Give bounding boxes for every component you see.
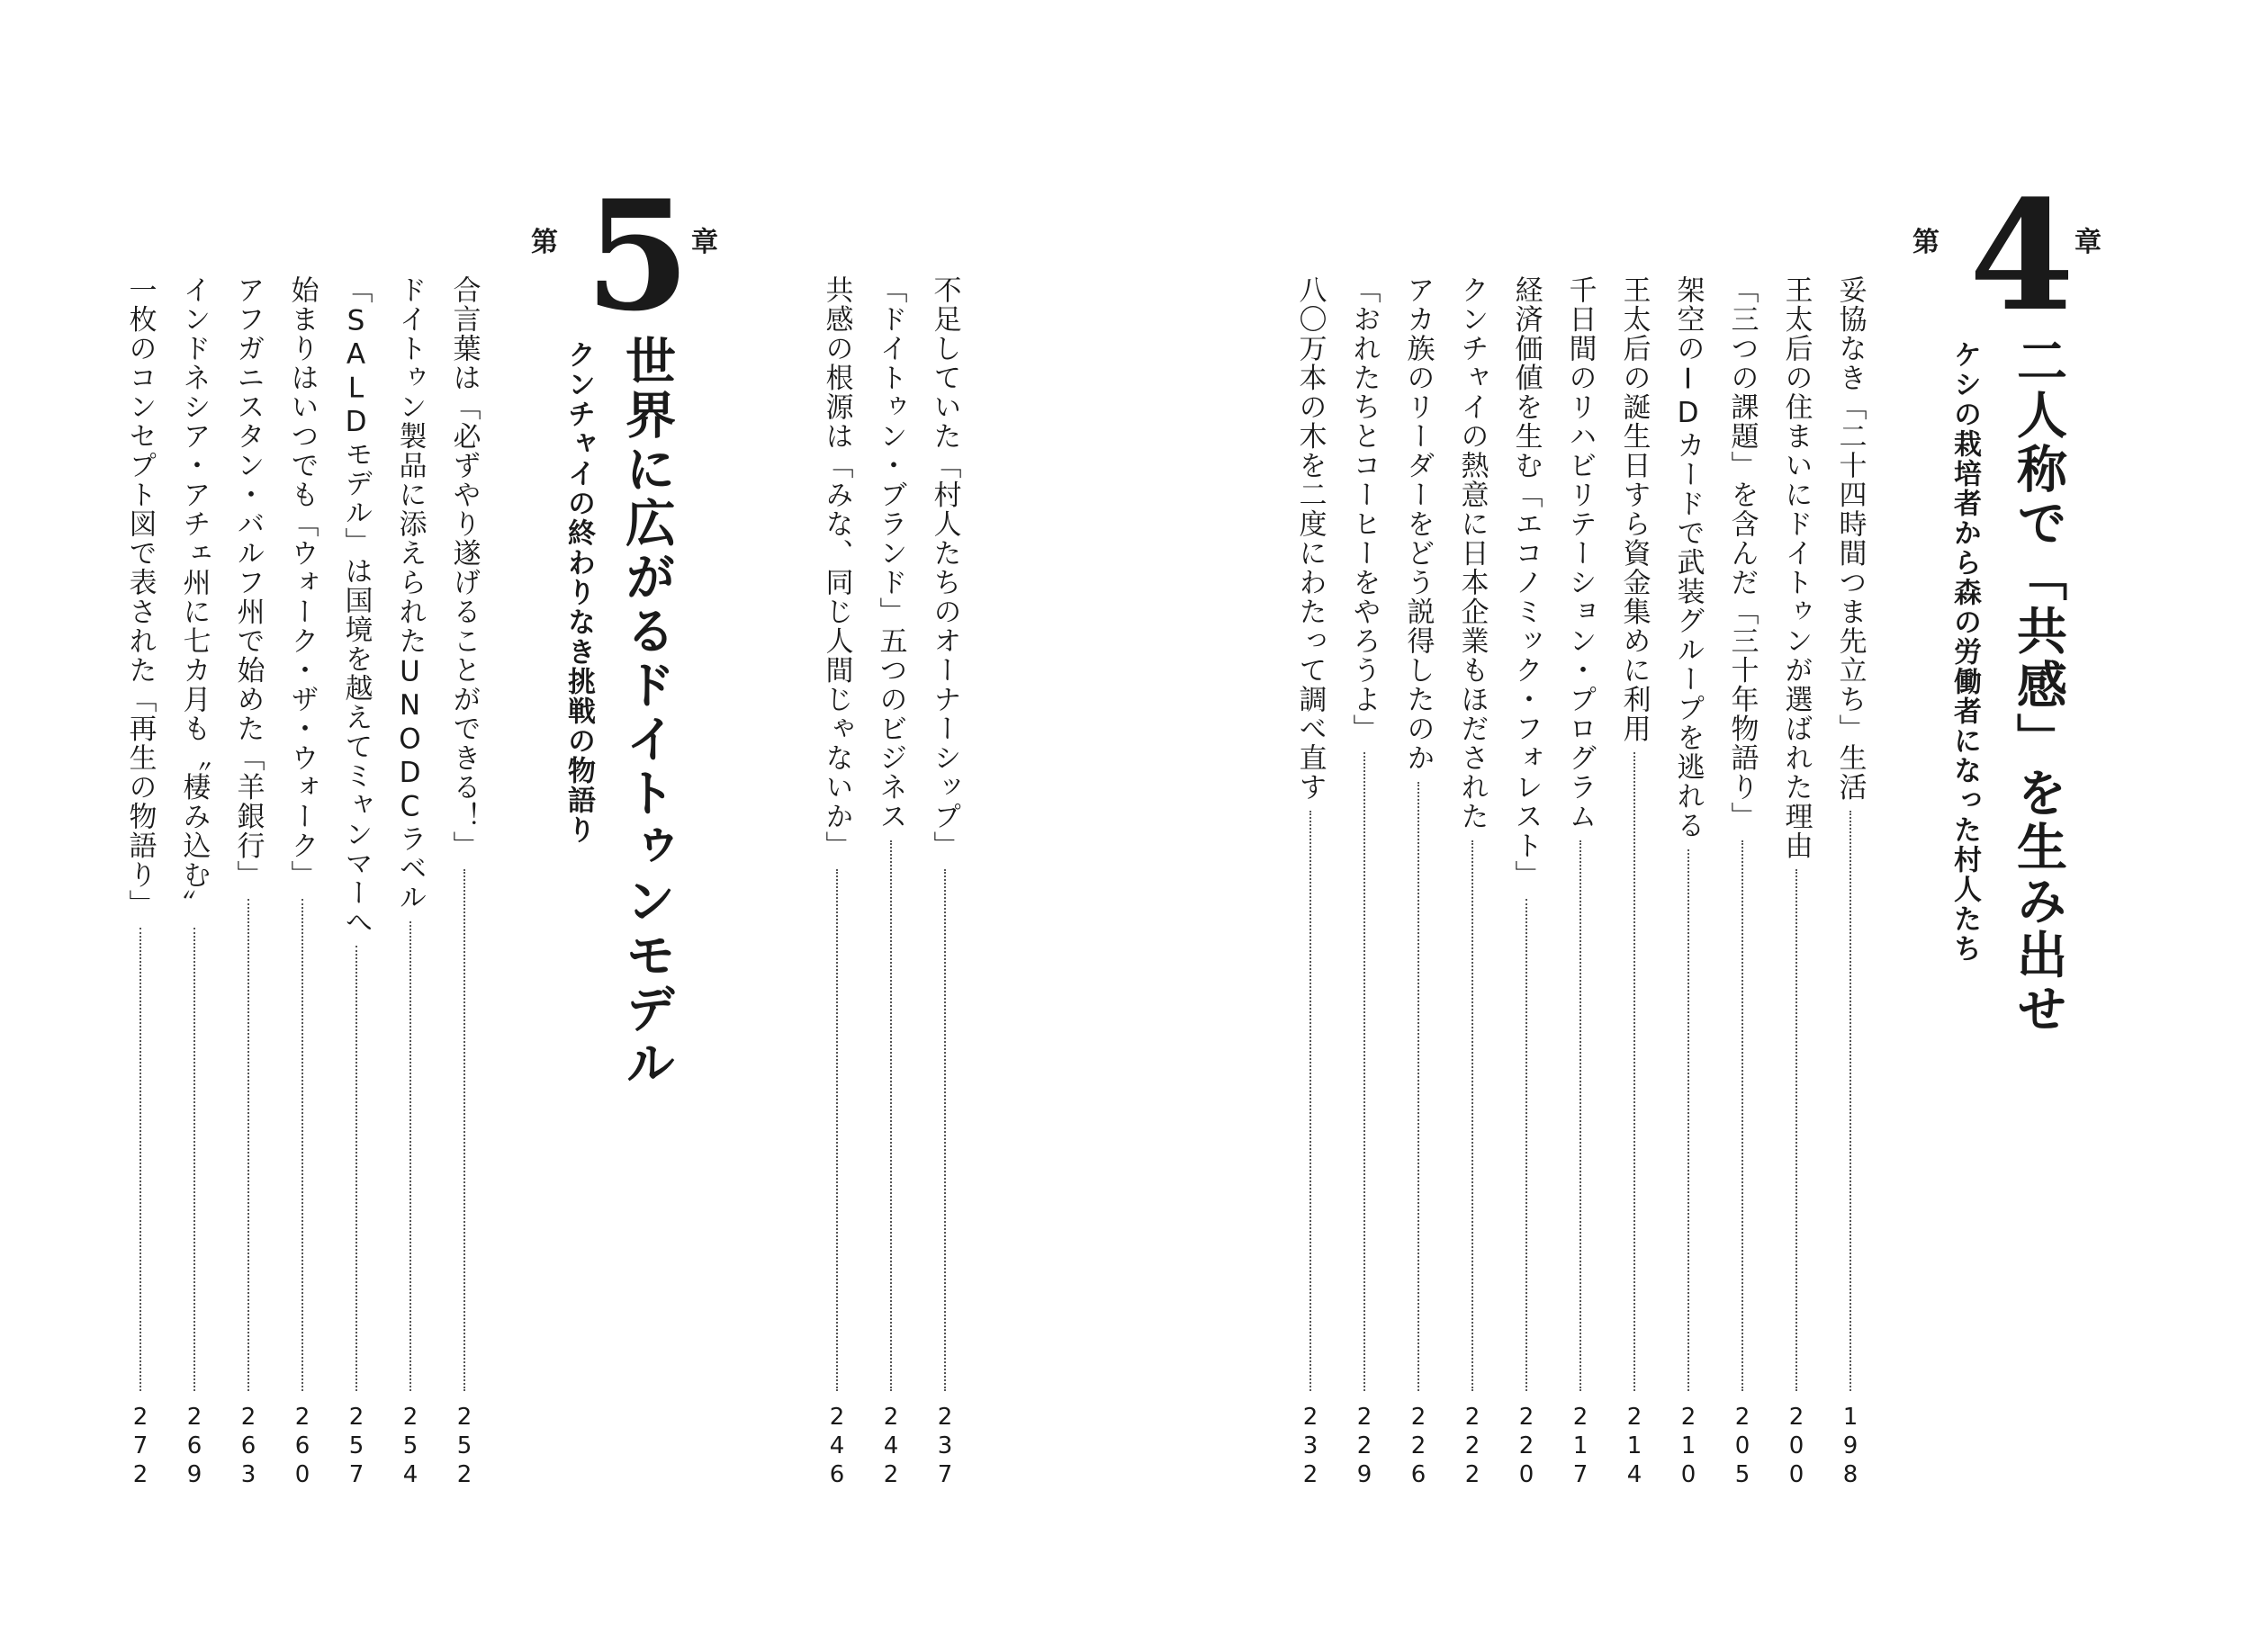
dot-leader <box>464 869 465 1391</box>
toc-entry[interactable] <box>1402 275 1435 1490</box>
dot-leader <box>302 899 303 1392</box>
dot-leader <box>836 869 838 1391</box>
toc-entry-page: 198 <box>1837 1404 1864 1490</box>
dot-leader <box>1688 849 1689 1392</box>
toc-entry-page: 222 <box>1459 1404 1486 1490</box>
toc-entry-title: アフガニスタン・バルフ州で始めた「羊銀行」 <box>231 275 265 890</box>
toc-entry-page: 210 <box>1675 1404 1702 1490</box>
toc-entry-page: 232 <box>1297 1404 1324 1490</box>
toc-entry-title: 架空のIDカードで武装グループを逃れる <box>1671 275 1705 840</box>
dot-leader <box>356 946 357 1391</box>
chapter5-title: 世界に広がるドイトゥンモデル <box>617 335 676 1091</box>
dot-leader <box>1634 752 1635 1391</box>
dot-leader <box>1472 840 1473 1392</box>
chapter4-number: 4 <box>1969 166 2074 345</box>
chapter5-suffix: 章 <box>691 227 718 258</box>
toc-entry-page: 229 <box>1351 1404 1378 1490</box>
toc-entry-title: 「三つの課題」を含んだ「三十年物語り」 <box>1725 275 1759 831</box>
toc-entry-title: インドネシア・アチェ州に七カ月も〝棲み込む〟 <box>177 275 211 919</box>
toc-entry-page: 269 <box>181 1404 208 1490</box>
toc-entry[interactable] <box>821 275 853 1490</box>
dot-leader <box>140 928 141 1391</box>
chapter4-subtitle: ケシの栽培者から森の労働者になった村人たち <box>1948 340 1981 964</box>
dot-leader <box>1418 782 1419 1392</box>
toc-entry-title: 千日間のリハビリテーション・プログラム <box>1563 275 1597 831</box>
toc-entry-title: クンチャイの熱意に日本企業もほだされた <box>1455 275 1489 831</box>
toc-entry-title: 一枚のコンセプト図で表された「再生の物語り」 <box>123 275 157 919</box>
toc-entry-page: 272 <box>127 1404 154 1490</box>
dot-leader <box>410 921 411 1392</box>
toc-entry-title: 「SALDモデル」は国境を越えてミャンマーへ <box>339 275 373 937</box>
toc-entry-page: 263 <box>235 1404 262 1490</box>
chapter4-suffix: 章 <box>2074 227 2102 258</box>
toc-entry[interactable] <box>1564 275 1597 1490</box>
chapter4-prefix: 第 <box>1912 227 1940 258</box>
dot-leader <box>1850 811 1851 1391</box>
toc-entry-page: 242 <box>878 1404 904 1490</box>
toc-entry[interactable] <box>448 275 481 1490</box>
toc-entry[interactable] <box>875 275 907 1490</box>
toc-entry-page: 217 <box>1567 1404 1594 1490</box>
toc-entry[interactable] <box>178 275 211 1490</box>
toc-entry[interactable] <box>1456 275 1489 1490</box>
toc-entry-page: 200 <box>1783 1404 1810 1490</box>
toc-entry-title: 合言葉は「必ずやり遂げることができる！」 <box>447 275 481 860</box>
toc-entry-title: 経済価値を生む「エコノミック・フォレスト」 <box>1509 275 1543 890</box>
dot-leader <box>194 928 195 1391</box>
toc-entry-page: 220 <box>1513 1404 1540 1490</box>
toc-entry-title: 共感の根源は「みな、同じ人間じゃないか」 <box>820 275 853 860</box>
toc-entry-title: 始まりはいつでも「ウォーク・ザ・ウォーク」 <box>285 275 319 890</box>
toc-entry-page: 246 <box>824 1404 850 1490</box>
dot-leader <box>1580 840 1581 1392</box>
toc-entry-title: 「おれたちとコーヒーをやろうよ」 <box>1347 275 1381 743</box>
toc-entry[interactable] <box>1510 275 1543 1490</box>
toc-entry[interactable] <box>929 275 961 1490</box>
dot-leader <box>248 899 249 1392</box>
toc-entry-title: アカ族のリーダーをどう説得したのか <box>1401 275 1435 773</box>
toc-entry-title: 八〇万本の木を二度にわたって調べ直す <box>1293 275 1327 802</box>
toc-entry-title: 妥協なき「二十四時間つま先立ち」生活 <box>1833 275 1867 802</box>
toc-entry[interactable] <box>1780 275 1813 1490</box>
toc-entry[interactable] <box>394 275 427 1490</box>
chapter4-title: 二人称で「共感」を生み出せ <box>2009 335 2067 1037</box>
toc-entry[interactable] <box>124 275 157 1490</box>
toc-entry-title: 不足していた「村人たちのオーナーシップ」 <box>928 275 961 860</box>
toc-entry[interactable] <box>340 275 373 1490</box>
dot-leader <box>1742 840 1743 1392</box>
toc-entry-page: 254 <box>397 1404 424 1490</box>
toc-entry-title: 「ドイトゥン・ブランド」五つのビジネス <box>874 275 907 831</box>
dot-leader <box>1796 869 1797 1391</box>
chapter5-number: 5 <box>585 166 690 345</box>
toc-entry-page: 205 <box>1729 1404 1756 1490</box>
dot-leader <box>944 869 946 1391</box>
toc-entry[interactable] <box>232 275 265 1490</box>
chapter5-subtitle: クンチャイの終わりなき挑戦の物語り <box>562 340 595 845</box>
dot-leader <box>890 840 892 1392</box>
chapter5-prefix: 第 <box>531 227 558 258</box>
toc-entry[interactable] <box>1672 275 1705 1490</box>
toc-entry-title: 王太后の誕生日すら資金集めに利用 <box>1617 275 1651 743</box>
toc-entry[interactable] <box>286 275 319 1490</box>
toc-entry-page: 257 <box>343 1404 370 1490</box>
toc-entry-page: 237 <box>932 1404 958 1490</box>
toc-entry[interactable] <box>1618 275 1651 1490</box>
toc-entry-title: 王太后の住まいにドイトゥンが選ばれた理由 <box>1779 275 1813 860</box>
toc-entry-page: 252 <box>451 1404 478 1490</box>
toc-entry[interactable] <box>1294 275 1327 1490</box>
toc-entry-page: 260 <box>289 1404 316 1490</box>
toc-entry[interactable] <box>1834 275 1867 1490</box>
toc-entry-page: 226 <box>1405 1404 1432 1490</box>
dot-leader <box>1364 752 1365 1391</box>
toc-entry-title: ドイトゥン製品に添えられたUNODCラベル <box>393 275 427 912</box>
toc-entry[interactable] <box>1726 275 1759 1490</box>
toc-entry[interactable] <box>1348 275 1381 1490</box>
dot-leader <box>1526 899 1527 1392</box>
dot-leader <box>1310 811 1311 1391</box>
toc-entry-page: 214 <box>1621 1404 1648 1490</box>
